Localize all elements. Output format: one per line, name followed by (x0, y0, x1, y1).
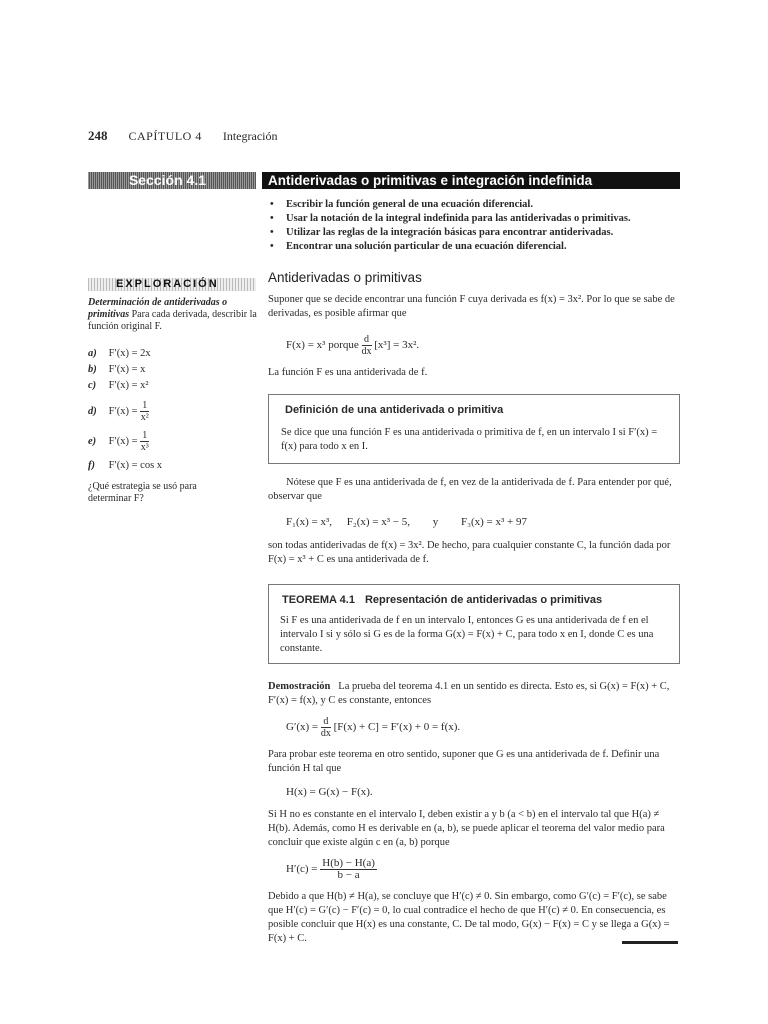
fraction: $\frac{H(b) - H(a)}{b - a}$ (322, 857, 375, 881)
section-title: Antiderivadas o primitivas e integración indefinida (262, 172, 680, 189)
exercise-expr: F′(x) = (108, 435, 138, 447)
sidebar-intro-text: Para cada derivada, describir la función original F. (88, 309, 257, 332)
fraction: $\frac{d}{dx}$ (320, 716, 331, 739)
theorem-title: TEOREMA 4.1 Representación de antiderivadas o primitivas (282, 594, 603, 606)
equation: H(x) = G(x) − F(x). (286, 786, 373, 798)
equation: G′(x) = $\frac{d}{dx}$ [F(x) + C] = F′(x) + 0 = f(x). (286, 716, 461, 739)
page-header (88, 128, 277, 144)
fraction: $\frac{1}{\text{x³}}$ (140, 430, 149, 453)
objective-item: • Utilizar las reglas de la integración básicas para encontrar antiderivadas. (268, 226, 688, 240)
equation: H′(c) = $\frac{H(b) - H(a)}{b - a}$ (286, 857, 375, 881)
sidebar-question: ¿Qué estrategia se usó para determinar F? (88, 481, 197, 504)
exercise-expr: F′(x) = (108, 405, 138, 417)
objective-item: • Usar la notación de la integral indefinida para las antiderivadas o primitivas. (268, 212, 688, 226)
exercise-label: d) (88, 405, 97, 417)
page-number: 248 (88, 128, 108, 143)
exercise-label: a) (88, 348, 97, 359)
paragraph: Suponer que se decide encontrar una función F cuya derivada es f(x) = 3x². Por lo que se sabe de derivadas, es posible afirmar que (268, 294, 675, 319)
subsection-title: Antiderivadas o primitivas (268, 270, 422, 285)
objective-item: • Escribir la función general de una ecuación diferencial. (268, 198, 688, 212)
definition-body: Se dice que una función F es una antiderivada o primitiva de f, en un intervalo I si F′(x) = f(x) para todo x en I. (281, 427, 658, 452)
paragraph: Para probar este teorema en otro sentido, suponer que G es una antiderivada de f. Definir una función H tal que (268, 749, 660, 774)
exercise-item (88, 430, 149, 453)
paragraph: Debido a que H(b) ≠ H(a), se concluye que H′(c) ≠ 0. Sin embargo, como G′(c) = F′(c), se sabe que H′(c) = G′(c) − F′(c) = 0, lo cual contradice el hecho de que H′(c) ≠ 0. En consecuencia, es posible concluir que H(x) es una constante, C. De tal modo, G(x) − F(x) = C y se llega a G(x) = F(x) + C. (268, 891, 670, 944)
exercise-expr: F′(x) = x (108, 364, 146, 375)
exercise-item (88, 380, 149, 391)
exercise-label: b) (88, 364, 97, 375)
chapter-title: Integración (222, 129, 278, 143)
paragraph: La función F es una antiderivada de f. (268, 367, 428, 378)
section-label: Sección 4.1 (88, 172, 256, 189)
sidebar-intro-title: Determinación de antiderivadas o primitivas (88, 297, 228, 320)
exercise-item (88, 348, 151, 359)
exercise-label: e) (88, 435, 97, 447)
definition-title: Definición de una antiderivada o primitiva (285, 404, 504, 416)
objectives-list (268, 198, 688, 254)
theorem-body: Si F es una antiderivada de f en un intervalo I, entonces G es una antiderivada de f en el intervalo I si y sólo si G es de la forma G(x) = F(x) + C, para todo x en I, donde C es una constante. (280, 615, 654, 654)
paragraph: Si H no es constante en el intervalo I, deben existir a y b (a < b) en el intervalo tal que H(a) ≠ H(b). Además, como H es derivable en (a, b), se puede aplicar el teorema del valor medio para concluir que existe algún c en (a, b) porque (268, 809, 665, 848)
exercise-label: f) (88, 460, 95, 471)
fraction: $\frac{d}{dx}$ (361, 334, 372, 357)
equation: F₁(x) = x³, F₂(x) = x³ − 5, y F₃(x) = x³ + 97 (286, 516, 527, 528)
objective-item: • Encontrar una solución particular de una ecuación diferencial. (268, 240, 688, 254)
chapter-label: CAPÍTULO 4 (128, 129, 202, 143)
exercise-label: c) (88, 380, 97, 391)
paragraph: Nótese que F es una antiderivada de f, en vez de la antiderivada de f. Para entender por qué, observar que (268, 477, 672, 502)
paragraph: son todas antiderivadas de f(x) = 3x². De hecho, para cualquier constante C, la función dada por F(x) = x³ + C es una antiderivada de f. (268, 540, 671, 565)
proof-label: Demostración (268, 681, 331, 692)
proof-paragraph: Demostración La prueba del teorema 4.1 en un sentido es directa. Esto es, si G(x) = F(x) + C, F′(x) = f(x), y C es constante, entonces (268, 681, 670, 706)
exercise-expr: F′(x) = x² (108, 380, 149, 391)
end-of-proof-rule (622, 941, 678, 944)
exercise-expr: F′(x) = 2x (108, 348, 151, 359)
exploration-banner: EXPLORACIÓN (88, 278, 256, 291)
exercise-item (88, 460, 162, 471)
sidebar-intro (88, 297, 258, 333)
fraction: $\frac{1}{\text{x²}}$ (140, 400, 149, 423)
exercise-item (88, 364, 145, 375)
exercise-item (88, 400, 149, 423)
equation: F(x) = x³ porque $\frac{d}{dx}$ [x³] = 3x². (286, 334, 420, 357)
exercise-expr: F′(x) = cos x (108, 460, 163, 471)
